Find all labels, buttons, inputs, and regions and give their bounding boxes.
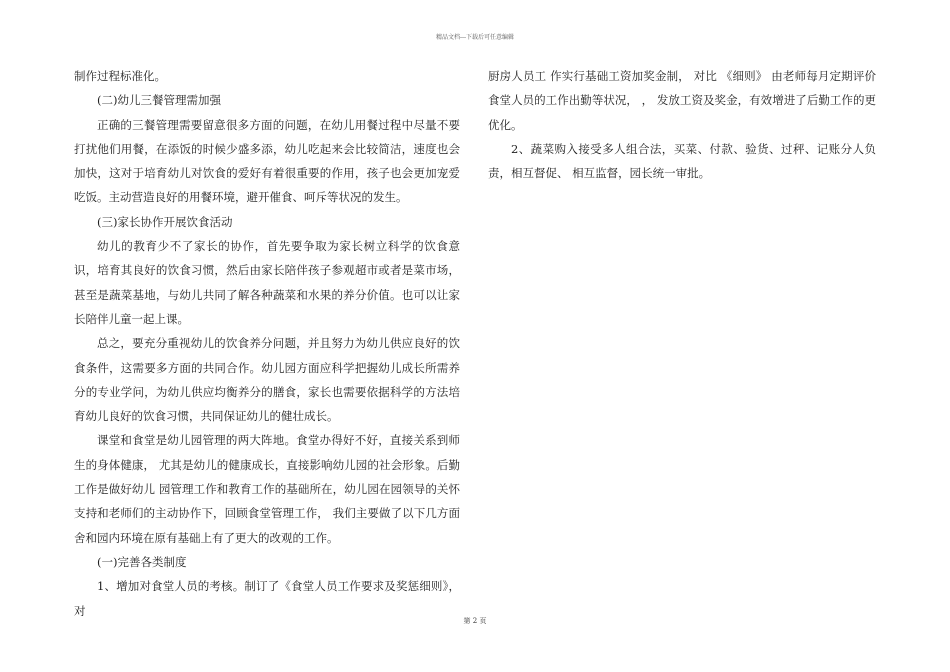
right-column	[488, 64, 876, 185]
paragraph: 正确的三餐管理需要留意很多方面的问题，在幼儿用餐过程中尽量不要打扰他们用餐，在添饭的时候少盛多添，幼儿吃起来会比较简洁，速度也会加快，这对于培育幼儿对饮食的爱好有着很重要的作用，孩子也会更加宠爱吃饭。主动营造良好的用餐环境，避开催食、呵斥等状况的发生。	[74, 117, 460, 205]
paragraph: 课堂和食堂是幼儿园管理的两大阵地。食堂办得好不好，直接关系到师生的身体健康， 尤其是幼儿的健康成长，直接影响幼儿园的社会形象。后勤工作是做好幼儿 园管理工作和教育工作的基础所在，幼儿园在园领导的关怀支持和老师们的主动协作下，回顾食堂管理工作， 我们主要做了以下几方面舍和园内环境在原有基础上有了更大的改观的工作。	[74, 433, 460, 545]
page-number: 第 2 页	[463, 617, 487, 625]
paragraph: 2、蔬菜购入接受多人组合法，买菜、付款、验货、过秤、记账分人负责，相互督促、 相互监督，园长统一审批。	[488, 141, 876, 181]
page-header: 精品文档---下载后可任意编辑	[435, 34, 515, 41]
section-heading: (一)完善各类制度	[97, 554, 187, 569]
section-heading: (三)家长协作开展饮食活动	[97, 214, 233, 229]
section-heading: (二)幼儿三餐管理需加强	[97, 93, 221, 108]
paragraph: 幼儿的教育少不了家长的协作，首先要争取为家长树立科学的饮食意识，培育其良好的饮食习惯，然后由家长陪伴孩子参观超市或者是菜市场，甚至是蔬菜基地，与幼儿共同了解各种蔬菜和水果的养分价值。也可以让家长陪伴儿童一起上课。	[74, 239, 460, 326]
paragraph: 制作过程标准化。	[74, 69, 166, 83]
paragraph: 1、增加对食堂人员的考核。制订了《食堂人员工作要求及奖惩细则》，对	[74, 579, 460, 618]
paragraph: 厨房人员工 作实行基础工资加奖金制， 对比 《细则》 由老师每月定期评价食堂人员的工作出勤等状况， ， 发放工资及奖金，有效增进了后勤工作的更优化。	[488, 69, 876, 132]
left-column	[74, 64, 460, 623]
paragraph: 总之，要充分重视幼儿的饮食养分问题，并且努力为幼儿供应良好的饮食条件，这需要多方面的共同合作。幼儿园方面应科学把握幼儿成长所需养分的专业学问，为幼儿供应均衡养分的膳食，家长也需要依据科学的方法培育幼儿良好的饮食习惯，共同保证幼儿的健壮成长。	[74, 336, 460, 424]
